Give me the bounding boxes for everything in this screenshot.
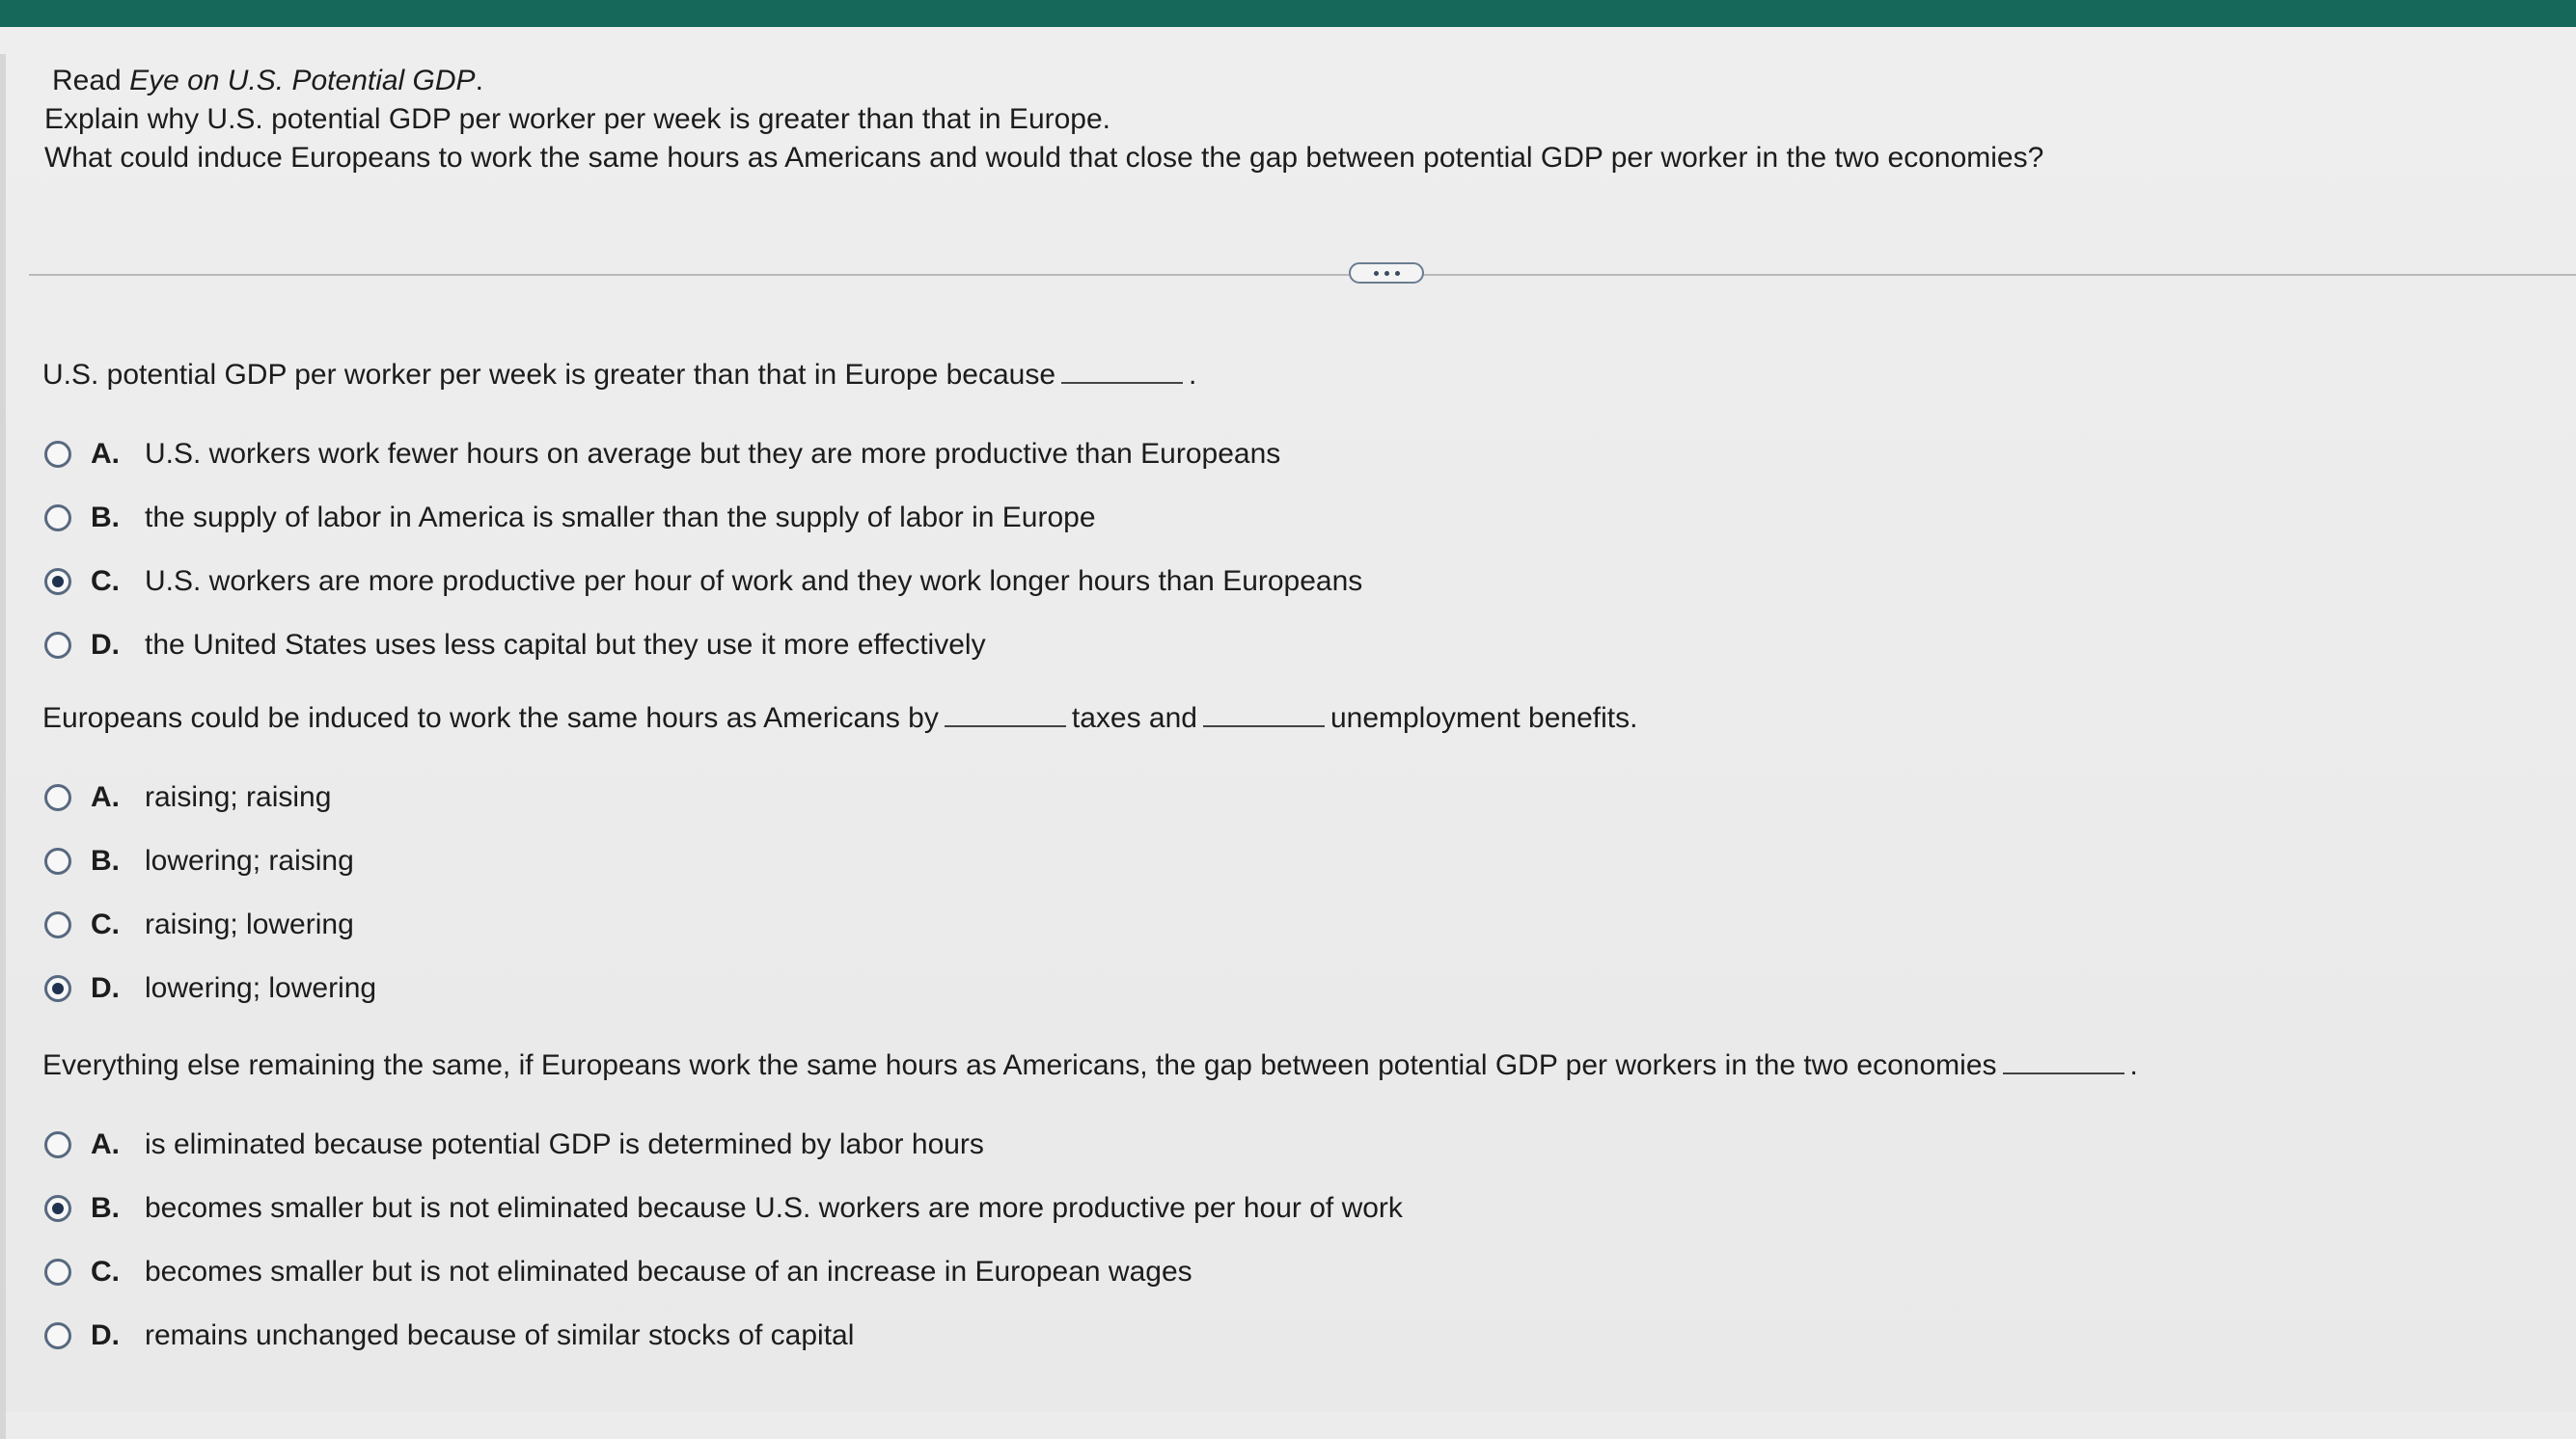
question-1-blank — [1061, 361, 1183, 384]
question-2-text-c: unemployment benefits. — [1329, 702, 1638, 734]
intro-line-3: What could induce Europeans to work the same hours as Americans and would that close the gap between potential GDP per worker in the two economies? — [44, 142, 2044, 174]
dot-icon — [1384, 271, 1389, 276]
q3-option-a[interactable] — [44, 1113, 1403, 1177]
question-2-prompt — [42, 702, 1637, 735]
question-1-prompt — [42, 359, 1196, 392]
q2-option-a[interactable] — [44, 766, 376, 829]
question-1-period: . — [1189, 359, 1197, 391]
intro-period: . — [475, 65, 483, 96]
question-3-text: Everything else remaining the same, if Europeans work the same hours as Americans, the gap between potential GDP per workers in the two economies — [42, 1049, 1997, 1081]
option-letter: B. — [91, 502, 120, 533]
intro-line-1 — [44, 62, 2043, 100]
radio-button[interactable] — [44, 441, 71, 468]
option-text: the supply of labor in America is smaller than the supply of labor in Europe — [145, 502, 1096, 533]
radio-button-selected[interactable] — [44, 1195, 71, 1222]
q1-option-b[interactable] — [44, 486, 1362, 550]
radio-button[interactable] — [44, 504, 71, 531]
question-1-options — [44, 422, 1362, 677]
option-letter: D. — [91, 629, 120, 661]
intro-line-2: Explain why U.S. potential GDP per worker per week is greater than that in Europe. — [44, 103, 1111, 135]
intro-article-title: Eye on U.S. Potential GDP — [129, 65, 476, 96]
question-1-text: U.S. potential GDP per worker per week is greater than that in Europe because — [42, 359, 1056, 391]
more-options-button[interactable] — [1349, 262, 1424, 284]
option-text: is eliminated because potential GDP is determined by labor hours — [145, 1128, 984, 1160]
q3-option-b[interactable] — [44, 1177, 1403, 1240]
radio-button[interactable] — [44, 1322, 71, 1349]
option-text: U.S. workers are more productive per hour of work and they work longer hours than Europeans — [145, 565, 1363, 597]
q2-option-d[interactable] — [44, 957, 376, 1020]
left-edge — [0, 54, 6, 1439]
option-text: raising; raising — [145, 781, 332, 813]
question-intro — [44, 62, 2043, 177]
radio-button[interactable] — [44, 848, 71, 875]
option-letter: B. — [91, 1192, 120, 1224]
question-3-blank — [2003, 1051, 2124, 1074]
option-letter: B. — [91, 845, 120, 877]
option-letter: D. — [91, 972, 120, 1004]
question-panel — [0, 27, 2576, 1412]
option-letter: A. — [91, 781, 120, 813]
option-text: lowering; lowering — [145, 972, 377, 1004]
radio-button-selected[interactable] — [44, 568, 71, 595]
top-bar — [0, 0, 2576, 27]
q1-option-c[interactable] — [44, 550, 1362, 613]
option-letter: A. — [91, 1128, 120, 1160]
option-text: raising; lowering — [145, 909, 354, 940]
q3-option-c[interactable] — [44, 1240, 1403, 1304]
radio-button[interactable] — [44, 911, 71, 938]
question-3-period: . — [2129, 1049, 2138, 1081]
q3-option-d[interactable] — [44, 1304, 1403, 1368]
radio-button[interactable] — [44, 1131, 71, 1158]
option-letter: C. — [91, 909, 120, 940]
radio-button-selected[interactable] — [44, 975, 71, 1002]
question-3-options — [44, 1113, 1403, 1368]
option-letter: C. — [91, 565, 120, 597]
q1-option-d[interactable] — [44, 613, 1362, 677]
option-letter: A. — [91, 438, 120, 470]
dot-icon — [1374, 271, 1379, 276]
radio-button[interactable] — [44, 784, 71, 811]
option-text: becomes smaller but is not eliminated because U.S. workers are more productive per hour of work — [145, 1192, 1403, 1224]
question-2-text-b: taxes and — [1071, 702, 1197, 734]
option-text: U.S. workers work fewer hours on average but they are more productive than Europeans — [145, 438, 1281, 470]
option-text: becomes smaller but is not eliminated because of an increase in European wages — [145, 1256, 1192, 1288]
question-2-options — [44, 766, 376, 1020]
option-text: the United States uses less capital but they use it more effectively — [145, 629, 986, 661]
section-divider — [29, 274, 2576, 276]
question-3-prompt — [42, 1049, 2138, 1082]
question-2-text-a: Europeans could be induced to work the same hours as Americans by — [42, 702, 939, 734]
question-2-blank-2 — [1203, 704, 1325, 727]
radio-button[interactable] — [44, 632, 71, 659]
q2-option-c[interactable] — [44, 893, 376, 957]
intro-read-label: Read — [52, 65, 130, 96]
dot-icon — [1395, 271, 1400, 276]
q1-option-a[interactable] — [44, 422, 1362, 486]
option-text: remains unchanged because of similar stocks of capital — [145, 1319, 855, 1351]
option-letter: D. — [91, 1319, 120, 1351]
q2-option-b[interactable] — [44, 829, 376, 893]
option-letter: C. — [91, 1256, 120, 1288]
option-text: lowering; raising — [145, 845, 354, 877]
question-2-blank-1 — [945, 704, 1066, 727]
radio-button[interactable] — [44, 1259, 71, 1286]
